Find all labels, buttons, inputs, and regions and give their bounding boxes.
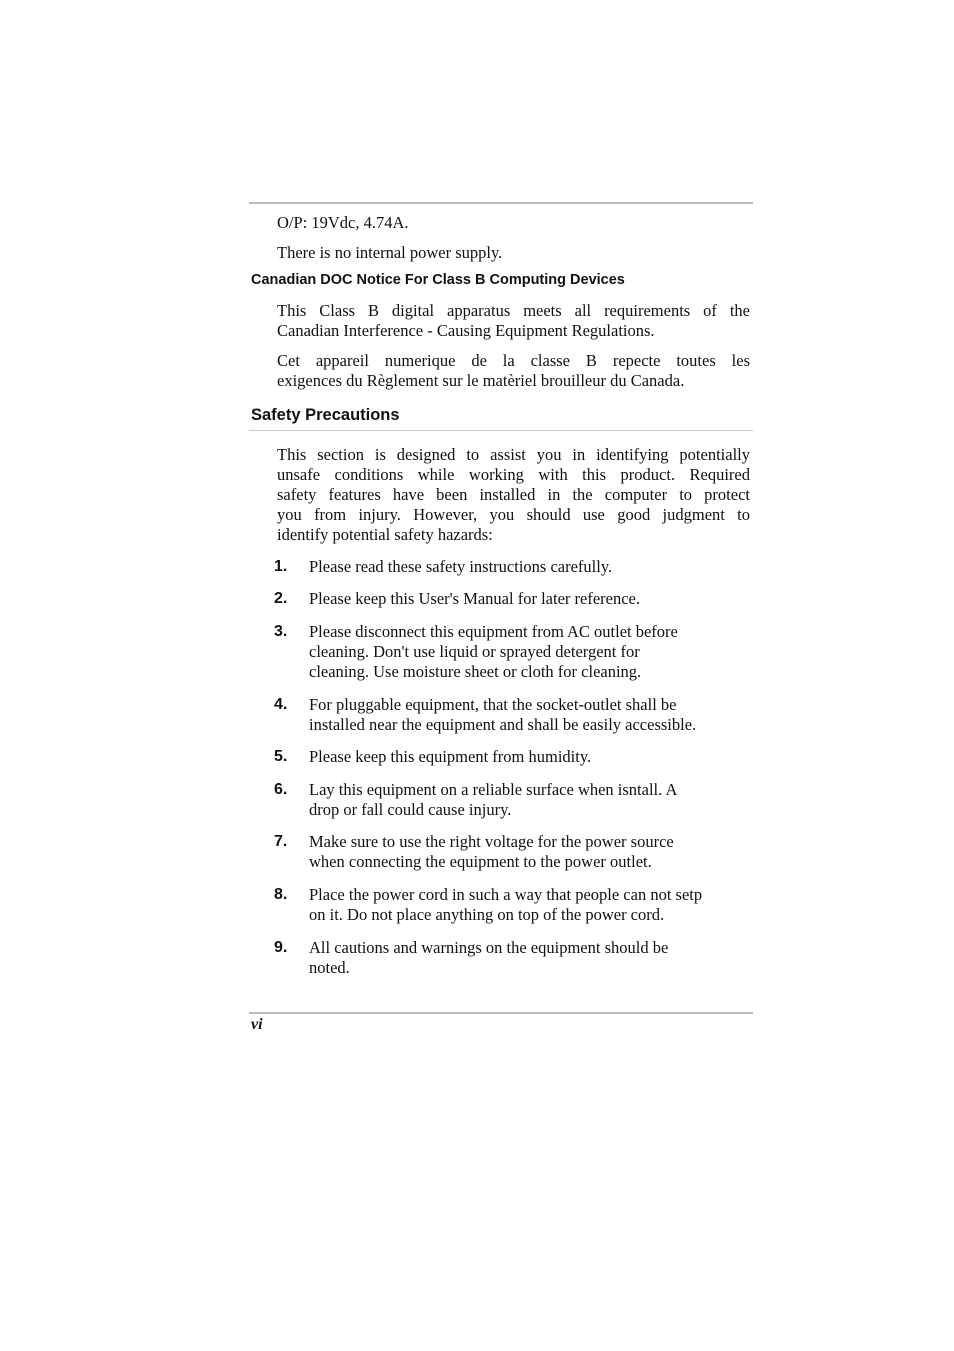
list-item-line: Place the power cord in such a way that people can not setp bbox=[309, 885, 703, 904]
list-item-number: 8. bbox=[274, 886, 288, 903]
list-item-text bbox=[309, 885, 754, 925]
safety-intro-line: identify potential safety hazards: bbox=[277, 525, 493, 544]
list-item-text bbox=[309, 832, 754, 872]
list-item-line: when connecting the equipment to the power outlet. bbox=[309, 852, 652, 871]
list-item-number: 6. bbox=[274, 781, 288, 798]
canadian-doc-english bbox=[277, 301, 750, 341]
list-item-number: 1. bbox=[274, 558, 288, 575]
list-item-number: 4. bbox=[274, 696, 288, 713]
list-item-line: Make sure to use the right voltage for the power source bbox=[309, 832, 674, 851]
list-item-text bbox=[309, 589, 754, 609]
list-item-line: cleaning. Don't use liquid or sprayed detergent for bbox=[309, 642, 640, 661]
list-item-text bbox=[309, 622, 754, 682]
list-item-text bbox=[309, 780, 754, 820]
french-line-2: exigences du Règlement sur le matèriel brouilleur du Canada. bbox=[277, 371, 685, 390]
list-item-number: 7. bbox=[274, 833, 288, 850]
french-line-1: Cet appareil numerique de la classe B repecte toutes les bbox=[277, 351, 750, 370]
list-item-line: For pluggable equipment, that the socket-outlet shall be bbox=[309, 695, 677, 714]
english-line-2: Canadian Interference - Causing Equipment Regulations. bbox=[277, 321, 655, 340]
footer-rule bbox=[249, 1012, 753, 1014]
list-item-number: 5. bbox=[274, 748, 288, 765]
safety-intro-line: safety features have been installed in the computer to protect bbox=[277, 485, 750, 504]
canadian-doc-french bbox=[277, 351, 750, 391]
list-item-line: installed near the equipment and shall be easily accessible. bbox=[309, 715, 697, 734]
safety-intro-line: unsafe conditions while working with this product. Required bbox=[277, 465, 750, 484]
power-supply-note: There is no internal power supply. bbox=[277, 243, 503, 262]
safety-heading: Safety Precautions bbox=[251, 406, 400, 424]
header-rule bbox=[249, 202, 753, 204]
list-item-line: cleaning. Use moisture sheet or cloth for cleaning. bbox=[309, 662, 642, 681]
safety-intro-line: you from injury. However, you should use good judgment to bbox=[277, 505, 750, 524]
list-item-text bbox=[309, 747, 754, 767]
safety-intro bbox=[277, 445, 750, 545]
list-item-line: Please keep this equipment from humidity. bbox=[309, 747, 592, 766]
list-item-line: Please keep this User's Manual for later reference. bbox=[309, 589, 640, 608]
list-item-line: drop or fall could cause injury. bbox=[309, 800, 512, 819]
safety-intro-line: This section is designed to assist you in identifying potentially bbox=[277, 445, 750, 464]
output-rating-text: O/P: 19Vdc, 4.74A. bbox=[277, 213, 409, 232]
list-item-line: All cautions and warnings on the equipment should be bbox=[309, 938, 669, 957]
list-item-line: Please read these safety instructions carefully. bbox=[309, 557, 613, 576]
canadian-doc-heading: Canadian DOC Notice For Class B Computing Devices bbox=[251, 272, 625, 288]
list-item-number: 9. bbox=[274, 939, 288, 956]
list-item-line: Lay this equipment on a reliable surface when isntall. A bbox=[309, 780, 678, 799]
safety-heading-rule bbox=[249, 430, 753, 431]
list-item-line: on it. Do not place anything on top of the power cord. bbox=[309, 905, 665, 924]
list-item-line: noted. bbox=[309, 958, 350, 977]
english-line-1: This Class B digital apparatus meets all requirements of the bbox=[277, 301, 750, 320]
page-number: vi bbox=[251, 1016, 263, 1033]
list-item-text bbox=[309, 938, 754, 978]
list-item-line: Please disconnect this equipment from AC outlet before bbox=[309, 622, 678, 641]
list-item-number: 3. bbox=[274, 623, 288, 640]
list-item-text bbox=[309, 557, 754, 577]
list-item-number: 2. bbox=[274, 590, 288, 607]
list-item-text bbox=[309, 695, 754, 735]
